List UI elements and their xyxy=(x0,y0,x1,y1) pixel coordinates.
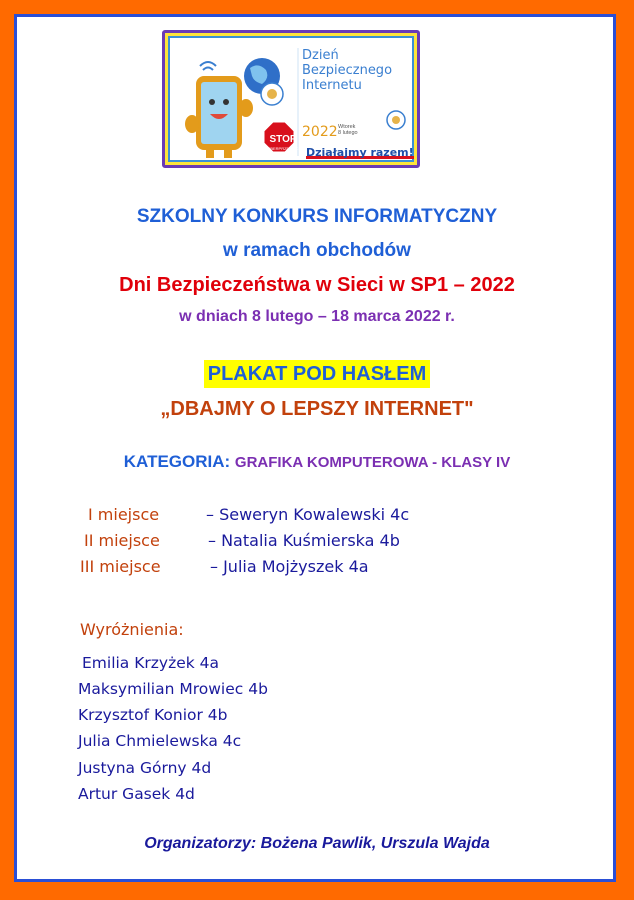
category-line xyxy=(0,452,634,472)
event-dates: w dniach 8 lutego – 18 marca 2022 r. xyxy=(179,308,455,325)
stop-sign-subtext: CYBERPRZEMOCY xyxy=(264,146,302,151)
logo-title-line1: Dzień xyxy=(302,48,339,63)
event-name: Dni Bezpieczeństwa w Sieci w SP1 – 2022 xyxy=(119,274,515,296)
winner-row xyxy=(88,505,409,525)
honor-item: Emilia Krzyżek 4a xyxy=(82,654,220,672)
logo-title-line3: Internetu xyxy=(302,78,362,93)
poster-motto: „DBAJMY O LEPSZY INTERNET" xyxy=(160,398,474,420)
logo-date: Wtorek 8 lutego xyxy=(338,124,358,136)
honor-item: Justyna Górny 4d xyxy=(78,759,212,777)
logo-year: 2022 xyxy=(302,124,338,140)
honor-item: Maksymilian Mrowiec 4b xyxy=(78,680,268,698)
honors-title: Wyróżnienia: xyxy=(80,620,184,639)
organizers: Organizatorzy: Bożena Pawlik, Urszula Wajda xyxy=(144,835,490,852)
winner-place: III miejsce xyxy=(80,557,161,576)
category-label: KATEGORIA: xyxy=(123,452,231,471)
winner-name: – Natalia Kuśmierska 4b xyxy=(208,531,400,550)
winner-name: – Julia Mojżyszek 4a xyxy=(210,557,369,576)
honor-item: Julia Chmielewska 4c xyxy=(78,732,242,750)
contest-subtitle: w ramach obchodów xyxy=(223,240,411,261)
winner-place: II miejsce xyxy=(84,531,160,550)
category-value: GRAFIKA KOMPUTEROWA - KLASY IV xyxy=(234,454,511,471)
winner-name: – Seweryn Kowalewski 4c xyxy=(206,505,410,524)
winner-row xyxy=(80,557,369,577)
logo-title-line2: Bezpiecznego xyxy=(302,63,393,78)
winner-row xyxy=(84,531,400,551)
stop-sign-text: STOP xyxy=(269,134,297,145)
poster-headline: PLAKAT POD HASŁEM xyxy=(204,360,431,388)
wifi-icon xyxy=(200,62,216,70)
logo-panel xyxy=(168,36,414,162)
honor-item: Krzysztof Konior 4b xyxy=(78,706,228,724)
honor-item: Artur Gasek 4d xyxy=(78,785,195,803)
winner-place: I miejsce xyxy=(88,505,160,524)
tablet-mascot-icon xyxy=(185,76,253,158)
logo-slogan: Działajmy razem! xyxy=(306,146,414,159)
headline-wrap xyxy=(0,360,634,388)
contest-title: SZKOLNY KONKURS INFORMATYCZNY xyxy=(136,206,498,227)
safer-internet-day-logo xyxy=(162,30,420,168)
